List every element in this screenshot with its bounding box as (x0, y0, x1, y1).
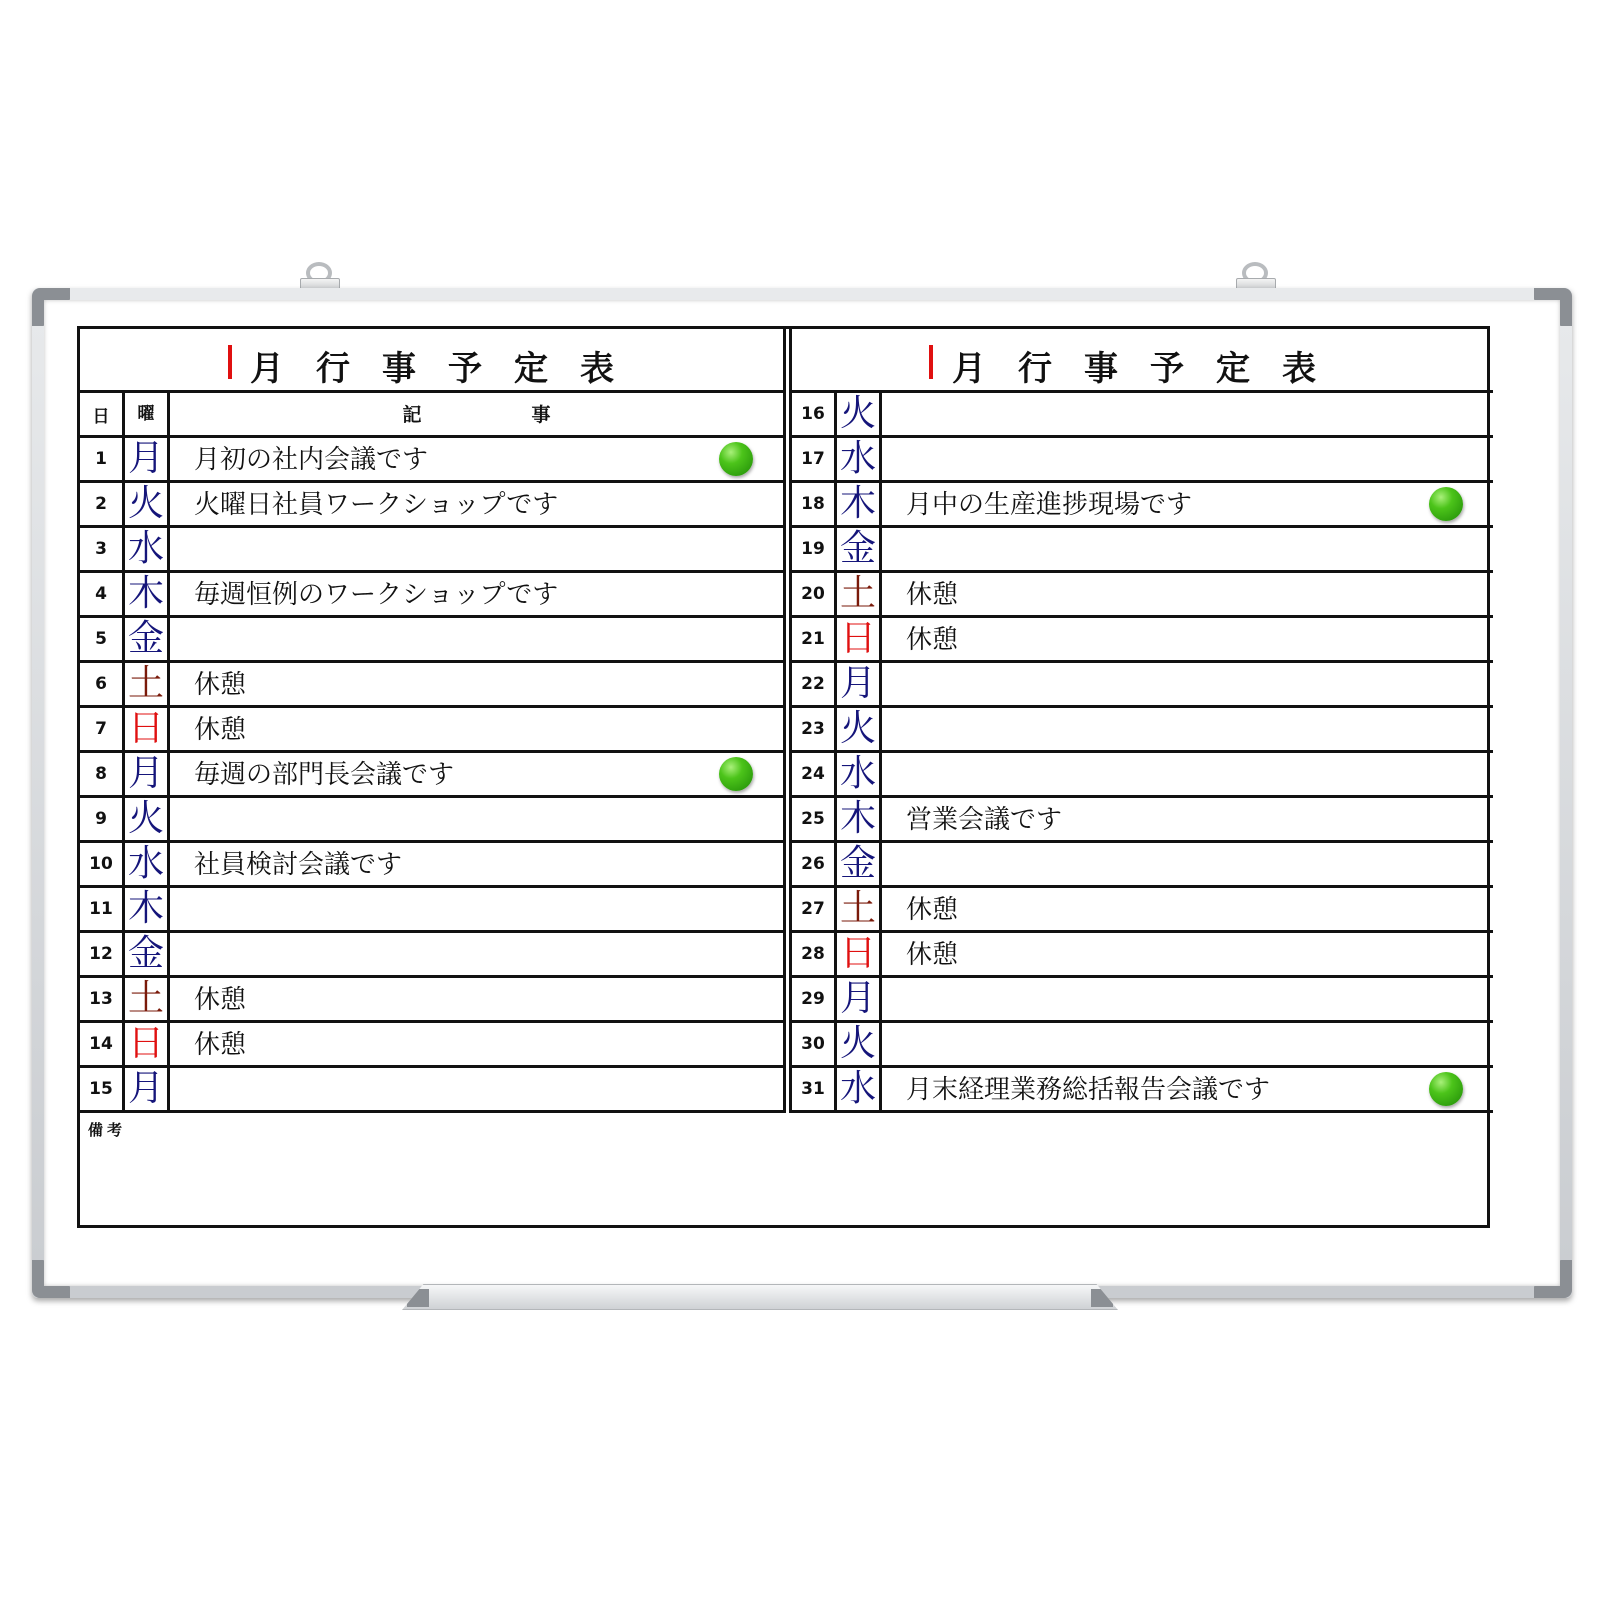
day-number: 15 (80, 1068, 125, 1110)
event-note: 営業会議です (906, 805, 1063, 835)
table-row (792, 978, 1493, 1023)
event-note: 月初の社内会議です (194, 445, 429, 475)
event-note (170, 888, 783, 930)
weekday-kanji: 土 (125, 663, 170, 705)
table-row (792, 798, 1493, 843)
day-number: 27 (792, 888, 837, 930)
event-note (170, 528, 783, 570)
remarks-label: 備考 (88, 1121, 127, 1139)
day-number: 23 (792, 708, 837, 750)
table-row (80, 798, 783, 843)
table-row (792, 483, 1493, 528)
table-row (792, 438, 1493, 483)
day-number: 24 (792, 753, 837, 795)
month-blank-marker (929, 345, 933, 379)
event-note: 休憩 (906, 625, 959, 655)
day-number: 26 (792, 843, 837, 885)
table-row (80, 933, 783, 978)
event-note (882, 843, 1493, 885)
event-note (882, 1023, 1493, 1065)
table-row (792, 1023, 1493, 1068)
day-number: 21 (792, 618, 837, 660)
schedule-title-text: 月行事予定表 (250, 349, 646, 389)
day-number: 1 (80, 438, 125, 480)
weekday-kanji: 火 (125, 483, 170, 525)
table-row (792, 663, 1493, 708)
header-note-char: 事 (531, 404, 551, 426)
event-note (882, 438, 1493, 480)
weekday-kanji: 火 (125, 798, 170, 840)
header-weekday: 曜 (125, 393, 170, 435)
weekday-kanji: 火 (837, 708, 882, 750)
day-number: 20 (792, 573, 837, 615)
event-note (882, 708, 1493, 750)
day-number: 9 (80, 798, 125, 840)
weekday-kanji: 日 (837, 933, 882, 975)
event-note (170, 933, 783, 975)
day-number: 12 (80, 933, 125, 975)
weekday-kanji: 日 (837, 618, 882, 660)
event-note: 火曜日社員ワークショップです (194, 490, 559, 520)
day-number: 30 (792, 1023, 837, 1065)
day-number: 13 (80, 978, 125, 1020)
table-row (80, 573, 783, 618)
weekday-kanji: 水 (125, 528, 170, 570)
weekday-kanji: 月 (837, 978, 882, 1020)
weekday-kanji: 水 (837, 438, 882, 480)
day-number: 6 (80, 663, 125, 705)
table-row (80, 618, 783, 663)
weekday-kanji: 木 (125, 573, 170, 615)
green-magnet-icon[interactable] (1429, 1072, 1463, 1106)
table-row (792, 528, 1493, 573)
month-blank-marker (228, 345, 232, 379)
schedule-title-text: 月行事予定表 (952, 349, 1348, 389)
table-row (80, 888, 783, 933)
day-number: 25 (792, 798, 837, 840)
day-number: 4 (80, 573, 125, 615)
day-number: 17 (792, 438, 837, 480)
weekday-kanji: 月 (125, 438, 170, 480)
weekday-kanji: 水 (125, 843, 170, 885)
day-number: 16 (792, 393, 837, 435)
monthly-schedule-board (77, 326, 1490, 1228)
schedule-left-half (80, 329, 786, 1113)
table-row (80, 663, 783, 708)
event-note: 月末経理業務総括報告会議です (906, 1075, 1271, 1105)
header-note-char: 記 (402, 404, 422, 426)
table-row (80, 753, 783, 798)
event-note: 休憩 (906, 940, 959, 970)
day-number: 31 (792, 1068, 837, 1110)
schedule-right-half (789, 329, 1493, 1113)
table-header-row (80, 393, 783, 438)
event-note: 社員検討会議です (194, 850, 403, 880)
event-note (882, 663, 1493, 705)
weekday-kanji: 木 (837, 798, 882, 840)
weekday-kanji: 日 (125, 708, 170, 750)
weekday-kanji: 木 (837, 483, 882, 525)
weekday-kanji: 金 (837, 843, 882, 885)
event-note: 休憩 (906, 895, 959, 925)
day-number: 2 (80, 483, 125, 525)
header-day: 日 (80, 393, 125, 435)
green-magnet-icon[interactable] (719, 442, 753, 476)
day-number: 10 (80, 843, 125, 885)
event-note (170, 798, 783, 840)
day-number: 3 (80, 528, 125, 570)
event-note (882, 393, 1493, 435)
green-magnet-icon[interactable] (719, 757, 753, 791)
event-note: 月中の生産進捗現場です (906, 490, 1193, 520)
weekday-kanji: 金 (837, 528, 882, 570)
event-note: 休憩 (906, 580, 959, 610)
table-row (792, 888, 1493, 933)
table-row (792, 708, 1493, 753)
day-number: 19 (792, 528, 837, 570)
day-number: 29 (792, 978, 837, 1020)
table-row (792, 393, 1493, 438)
event-note (170, 1068, 783, 1110)
day-number: 28 (792, 933, 837, 975)
day-number: 22 (792, 663, 837, 705)
table-row (80, 483, 783, 528)
table-row (80, 1068, 783, 1113)
weekday-kanji: 水 (837, 1068, 882, 1110)
table-row (80, 438, 783, 483)
day-number: 7 (80, 708, 125, 750)
day-number: 14 (80, 1023, 125, 1065)
event-note (882, 978, 1493, 1020)
table-row (792, 573, 1493, 618)
day-number: 5 (80, 618, 125, 660)
table-row (80, 528, 783, 573)
weekday-kanji: 金 (125, 618, 170, 660)
event-note: 毎週恒例のワークショップです (194, 580, 559, 610)
weekday-kanji: 水 (837, 753, 882, 795)
day-number: 8 (80, 753, 125, 795)
event-note: 毎週の部門長会議です (194, 760, 455, 790)
table-row (792, 1068, 1493, 1113)
weekday-kanji: 日 (125, 1023, 170, 1065)
table-row (80, 843, 783, 888)
weekday-kanji: 火 (837, 1023, 882, 1065)
weekday-kanji: 金 (125, 933, 170, 975)
day-number: 18 (792, 483, 837, 525)
weekday-kanji: 月 (837, 663, 882, 705)
event-note: 休憩 (194, 985, 247, 1015)
schedule-title (80, 329, 783, 393)
table-row (792, 618, 1493, 663)
table-row (80, 978, 783, 1023)
marker-tray (402, 1284, 1118, 1310)
weekday-kanji: 月 (125, 753, 170, 795)
table-row (792, 933, 1493, 978)
event-note (170, 618, 783, 660)
weekday-kanji: 土 (837, 573, 882, 615)
day-number: 11 (80, 888, 125, 930)
schedule-title (792, 329, 1493, 393)
weekday-kanji: 木 (125, 888, 170, 930)
green-magnet-icon[interactable] (1429, 487, 1463, 521)
event-note: 休憩 (194, 715, 247, 745)
event-note (882, 528, 1493, 570)
event-note (882, 753, 1493, 795)
table-row (80, 1023, 783, 1068)
event-note: 休憩 (194, 670, 247, 700)
table-row (792, 753, 1493, 798)
weekday-kanji: 土 (125, 978, 170, 1020)
event-note: 休憩 (194, 1030, 247, 1060)
weekday-kanji: 火 (837, 393, 882, 435)
weekday-kanji: 土 (837, 888, 882, 930)
table-row (80, 708, 783, 753)
weekday-kanji: 月 (125, 1068, 170, 1110)
table-row (792, 843, 1493, 888)
header-note (170, 393, 783, 435)
